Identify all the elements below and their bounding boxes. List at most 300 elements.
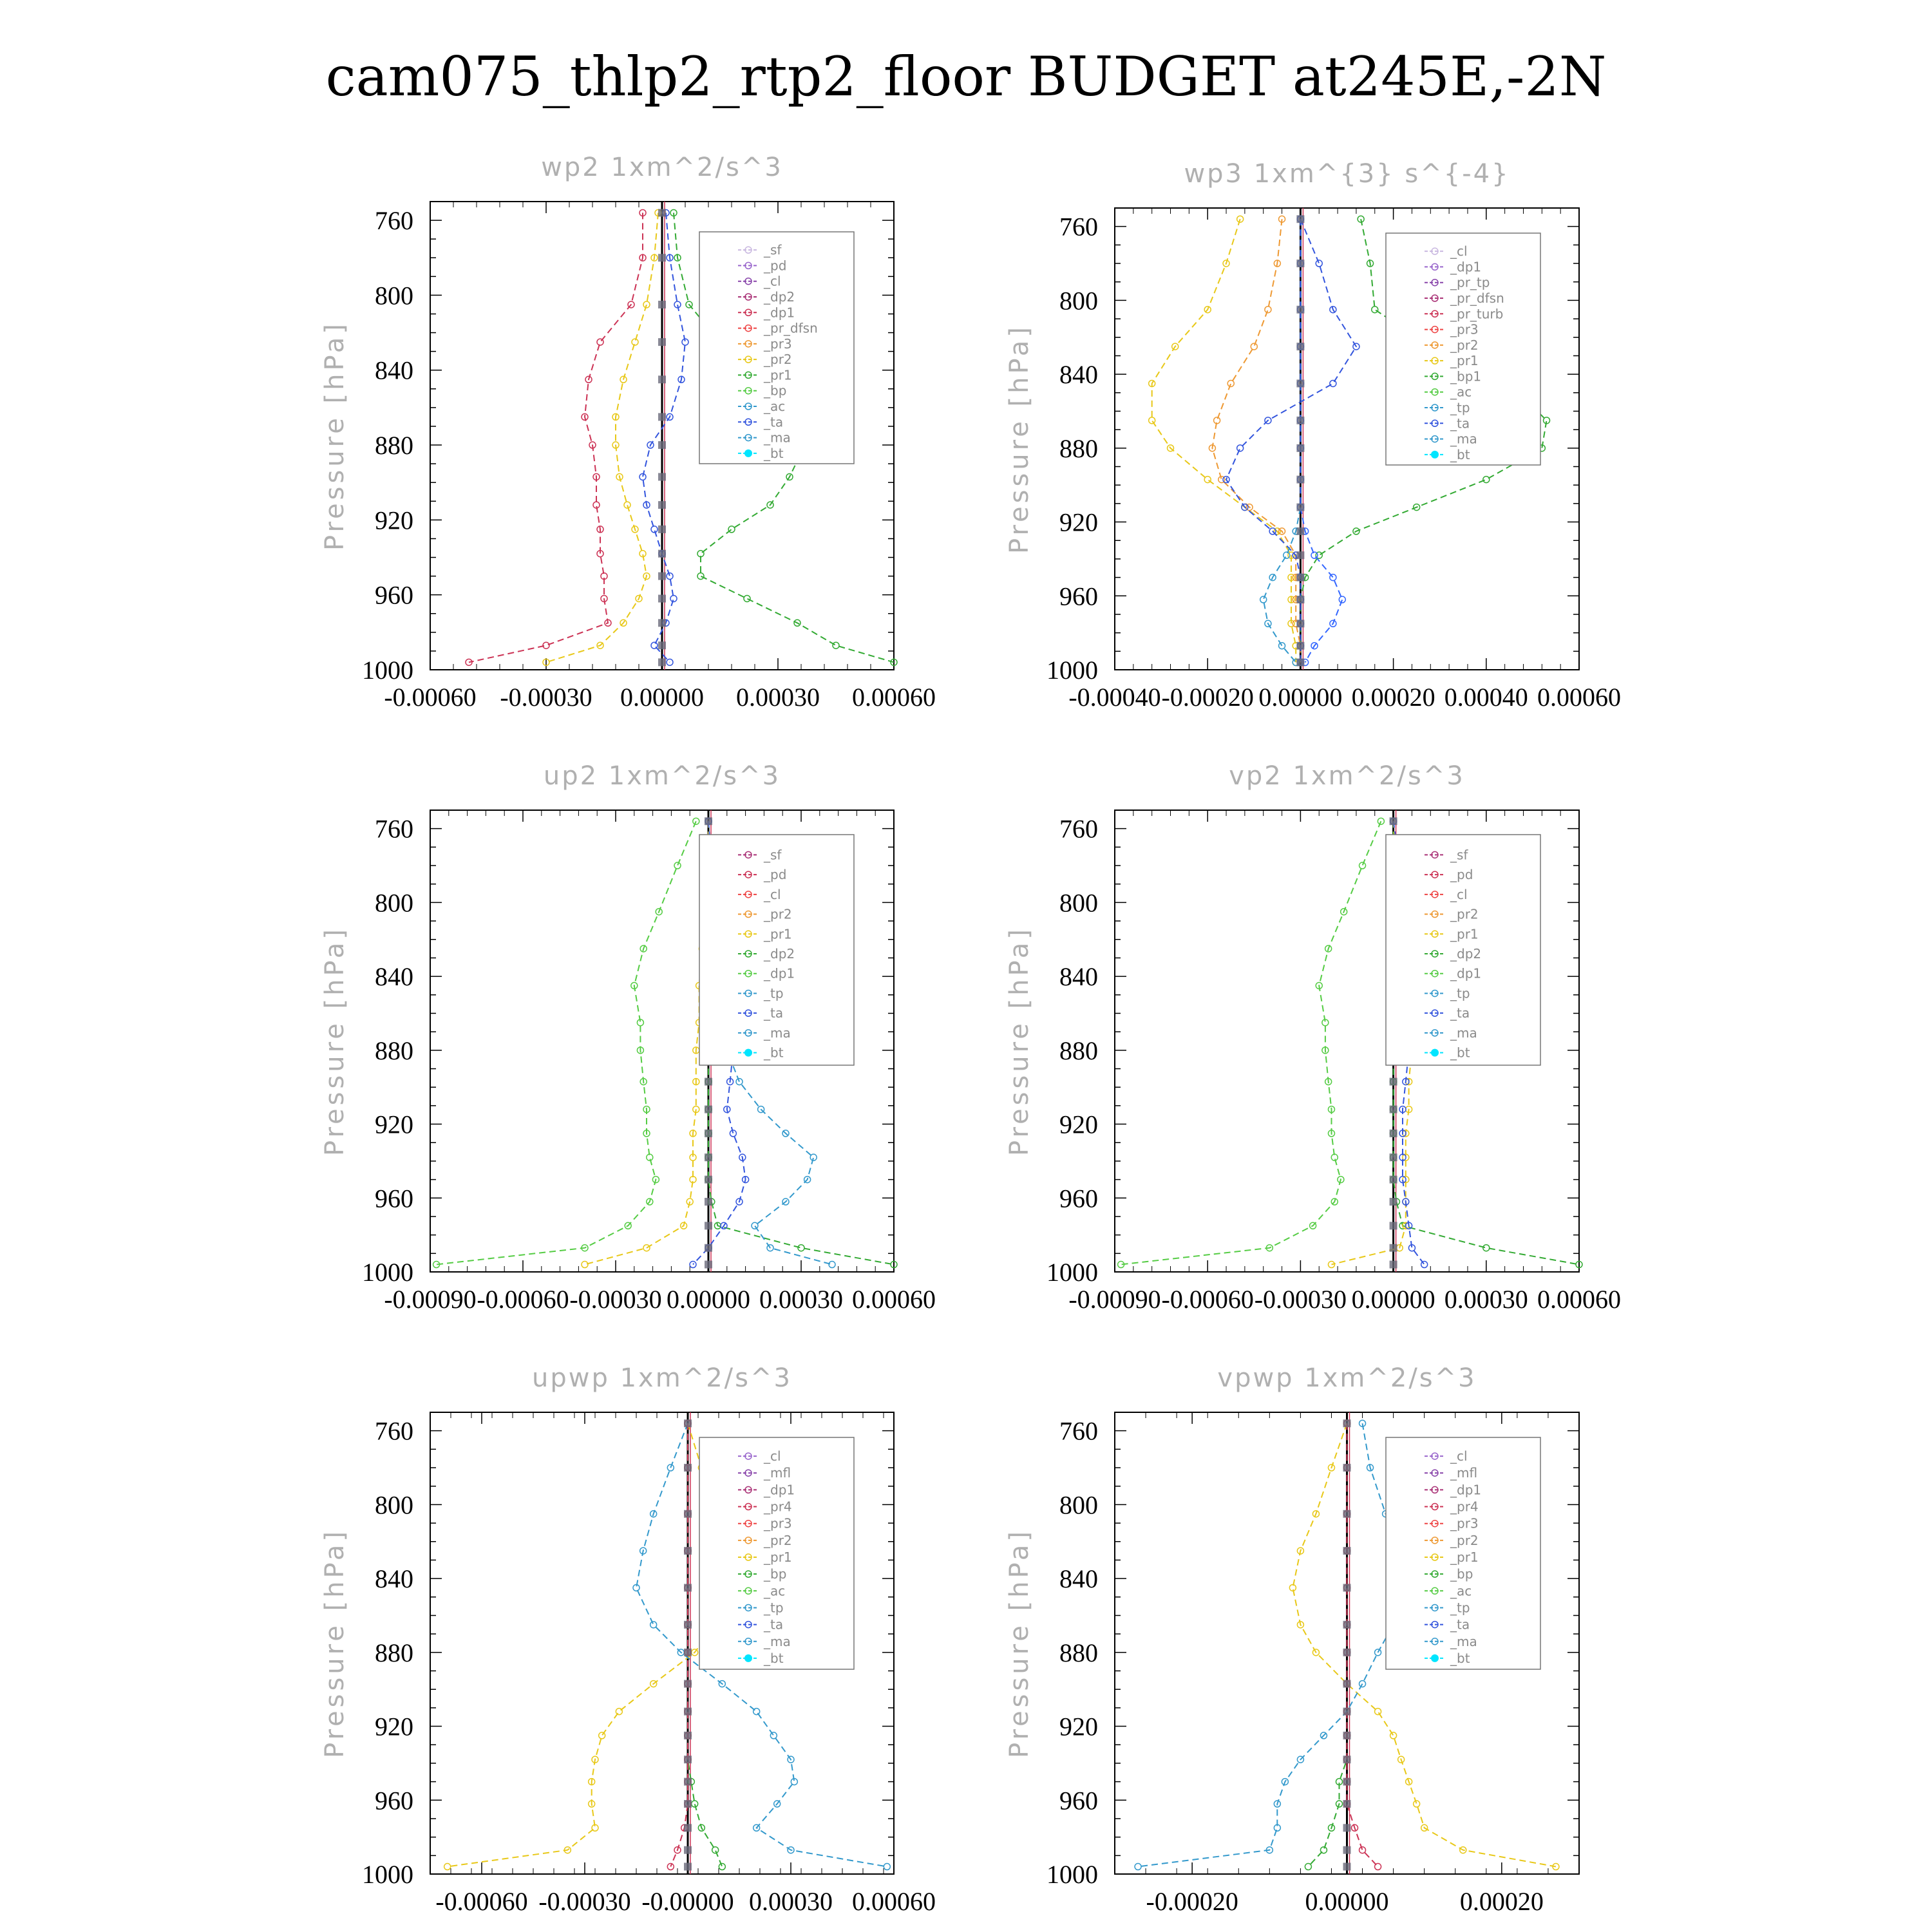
x-tick-label: -0.00060 xyxy=(435,1887,528,1916)
y-tick-label: 760 xyxy=(1059,1416,1098,1446)
x-tick-label: 0.00060 xyxy=(1537,683,1621,712)
legend-label: _ac xyxy=(1450,384,1472,400)
y-tick-label: 800 xyxy=(1059,286,1098,316)
series-point xyxy=(1260,596,1267,603)
series-point xyxy=(1316,260,1322,267)
x-tick-label: 0.00020 xyxy=(1351,683,1435,712)
zero-marker xyxy=(1390,1176,1397,1184)
series-point xyxy=(744,595,750,601)
series-point xyxy=(1414,1801,1420,1807)
legend-label: _pr4 xyxy=(764,1499,792,1515)
zero-marker xyxy=(658,338,666,346)
series-line-pr1 xyxy=(1152,219,1296,662)
page-title: cam075_thlp2_rtp2_floor BUDGET at245E,-2N xyxy=(325,45,1607,108)
legend-label: _pd xyxy=(1450,867,1473,883)
y-tick-label: 1000 xyxy=(1046,1860,1098,1889)
zero-marker xyxy=(1296,417,1304,424)
zero-marker xyxy=(1296,504,1304,511)
series-point xyxy=(1390,1732,1397,1739)
series-point xyxy=(1375,1864,1381,1870)
zero-marker xyxy=(1296,596,1304,603)
series-point xyxy=(651,526,658,533)
x-tick-label: -0.00020 xyxy=(1146,1887,1238,1916)
series-line-ta xyxy=(1226,219,1356,662)
series-point xyxy=(599,1732,605,1739)
zero-marker xyxy=(658,658,666,666)
y-tick-label: 920 xyxy=(375,506,413,535)
y-tick-label: 920 xyxy=(1059,507,1098,537)
series-point xyxy=(1149,417,1155,424)
y-tick-label: 760 xyxy=(375,206,413,236)
legend-label: _ta xyxy=(1450,1616,1470,1633)
y-tick-label: 1000 xyxy=(1046,1258,1098,1287)
x-tick-label: -0.00060 xyxy=(477,1285,569,1314)
y-tick-label: 960 xyxy=(1059,582,1098,611)
legend-label: _cl xyxy=(1450,1448,1468,1464)
legend-label: _ta xyxy=(1450,415,1470,431)
zero-marker xyxy=(658,619,666,627)
y-tick-label: 840 xyxy=(375,355,413,385)
legend-marker xyxy=(1431,1654,1439,1662)
zero-marker xyxy=(1296,215,1304,223)
legend-marker xyxy=(1431,451,1439,459)
y-tick-label: 880 xyxy=(1059,1036,1098,1065)
chart-panel-4 xyxy=(1005,761,1621,1314)
legend-label: _pr3 xyxy=(1450,321,1479,337)
y-tick-label: 1000 xyxy=(362,1258,413,1287)
series-point xyxy=(690,1262,696,1268)
zero-marker xyxy=(1343,1584,1351,1591)
legend-label: _bp xyxy=(764,1566,787,1582)
zero-marker xyxy=(1296,379,1304,387)
zero-marker xyxy=(684,1621,692,1629)
y-tick-label: 880 xyxy=(375,1036,413,1065)
zero-marker xyxy=(658,573,666,580)
legend-label: _bt xyxy=(1450,1650,1470,1666)
y-tick-label: 920 xyxy=(375,1110,413,1139)
x-tick-label: 0.00000 xyxy=(1258,683,1343,712)
series-line-tp xyxy=(1138,1423,1409,1866)
panel-title: vp2 1xm^2/s^3 xyxy=(1229,761,1465,791)
series-point xyxy=(444,1864,451,1870)
y-tick-label: 960 xyxy=(1059,1786,1098,1815)
x-tick-label: -0.00020 xyxy=(1161,683,1254,712)
series-line-dp1 xyxy=(437,821,696,1264)
y-tick-label: 800 xyxy=(1059,888,1098,918)
legend-label: _cl xyxy=(1450,243,1468,260)
legend-label: _pr_dfsn xyxy=(764,320,818,336)
zero-marker xyxy=(658,375,666,383)
legend-label: _ac xyxy=(1450,1583,1472,1599)
y-tick-label: 840 xyxy=(375,1564,413,1594)
y-tick-label: 760 xyxy=(375,814,413,844)
chart-panel-5 xyxy=(320,1363,936,1916)
zero-marker xyxy=(1343,1419,1351,1427)
series-point xyxy=(697,573,704,580)
legend-label: _dp1 xyxy=(1450,1482,1482,1498)
y-tick-label: 800 xyxy=(375,888,413,918)
series-point xyxy=(632,339,638,345)
zero-marker xyxy=(705,1130,712,1137)
series-point xyxy=(670,595,677,601)
zero-marker xyxy=(1296,527,1304,535)
legend-label: _pr3 xyxy=(1450,1515,1479,1531)
x-tick-label: 0.00060 xyxy=(852,1285,936,1314)
zero-marker xyxy=(705,1198,712,1206)
y-axis-label: Pressure [hPa] xyxy=(1005,1528,1034,1758)
zero-marker xyxy=(1296,642,1304,650)
legend-label: _pr2 xyxy=(764,352,792,368)
zero-marker xyxy=(658,550,666,558)
series-point xyxy=(1251,343,1257,350)
series-point xyxy=(674,862,681,869)
y-tick-label: 840 xyxy=(1059,1564,1098,1594)
x-tick-label: -0.00030 xyxy=(538,1887,631,1916)
x-tick-label: -0.00030 xyxy=(500,683,592,712)
zero-marker xyxy=(658,209,666,216)
legend-label: _bp1 xyxy=(1450,368,1482,384)
x-tick-label: 0.00000 xyxy=(1305,1887,1389,1916)
series-point xyxy=(833,642,839,649)
legend-label: _pr2 xyxy=(764,1532,792,1548)
series-point xyxy=(753,1709,760,1715)
y-axis-label: Pressure [hPa] xyxy=(320,321,350,551)
legend-label: _mfl xyxy=(764,1465,791,1481)
y-tick-label: 880 xyxy=(1059,433,1098,463)
series-point xyxy=(1483,477,1490,483)
legend-label: _cl xyxy=(764,273,781,289)
legend-label: _cl xyxy=(1450,886,1468,902)
x-tick-label: -0.00090 xyxy=(384,1285,477,1314)
series-point xyxy=(1265,307,1271,313)
y-tick-label: 880 xyxy=(375,431,413,460)
legend-label: _pr4 xyxy=(1450,1499,1479,1515)
zero-marker xyxy=(658,594,666,602)
y-tick-label: 1000 xyxy=(1046,656,1098,685)
zero-marker xyxy=(684,1846,692,1854)
series-point xyxy=(1421,1262,1428,1268)
y-tick-label: 1000 xyxy=(362,656,413,685)
panel-title: vpwp 1xm^2/s^3 xyxy=(1217,1363,1477,1393)
legend-label: _pr1 xyxy=(1450,1549,1479,1565)
zero-marker xyxy=(1296,620,1304,627)
x-tick-label: 0.00040 xyxy=(1444,683,1528,712)
y-tick-label: 800 xyxy=(1059,1490,1098,1520)
y-axis-label: Pressure [hPa] xyxy=(320,926,350,1156)
y-tick-label: 760 xyxy=(1059,212,1098,242)
series-point xyxy=(1339,596,1345,603)
zero-marker xyxy=(1343,1464,1351,1472)
panel-title: upwp 1xm^2/s^3 xyxy=(532,1363,792,1393)
y-tick-label: 920 xyxy=(375,1712,413,1741)
series-point xyxy=(624,502,630,508)
legend-label: _pr1 xyxy=(764,926,792,942)
legend-label: _ma xyxy=(764,1633,791,1649)
x-tick-label: 0.00030 xyxy=(736,683,820,712)
legend-label: _dp1 xyxy=(764,965,795,981)
y-tick-label: 920 xyxy=(1059,1712,1098,1741)
zero-marker xyxy=(1296,306,1304,314)
x-tick-label: 0.00030 xyxy=(1444,1285,1528,1314)
zero-marker xyxy=(658,473,666,480)
zero-marker xyxy=(684,1824,692,1832)
zero-marker xyxy=(684,1756,692,1763)
legend-label: _sf xyxy=(764,847,782,863)
legend-label: _dp1 xyxy=(1450,259,1482,275)
legend-label: _sf xyxy=(1450,847,1468,863)
zero-marker xyxy=(705,1222,712,1229)
legend-label: _dp1 xyxy=(764,305,795,321)
zero-marker xyxy=(658,641,666,649)
zero-marker xyxy=(684,1708,692,1716)
x-tick-label: 0.00060 xyxy=(852,1887,936,1916)
zero-marker xyxy=(684,1863,692,1871)
zero-marker xyxy=(684,1732,692,1739)
legend-label: _dp2 xyxy=(764,289,795,305)
zero-marker xyxy=(1296,574,1304,582)
legend-label: _pr2 xyxy=(1450,906,1479,922)
series-line-pr1 xyxy=(448,1423,726,1866)
legend-label: _cl xyxy=(764,1448,781,1464)
legend-label: _bt xyxy=(764,1650,784,1666)
legend-label: _bt xyxy=(764,1045,784,1061)
chart-panel-6 xyxy=(1005,1363,1579,1916)
series-point xyxy=(651,642,658,649)
x-tick-label: 0.00000 xyxy=(667,1285,750,1314)
legend-label: _tp xyxy=(764,985,784,1001)
legend-marker xyxy=(744,1654,752,1662)
legend-label: _ma xyxy=(1450,431,1477,447)
y-tick-label: 760 xyxy=(375,1416,413,1446)
legend-label: _ta xyxy=(764,414,784,430)
x-tick-label: -0.00060 xyxy=(384,683,477,712)
legend-marker xyxy=(1431,1049,1439,1057)
series-point xyxy=(1359,1847,1366,1853)
series-point xyxy=(667,1864,674,1870)
zero-marker xyxy=(1343,1778,1351,1786)
legend-label: _ac xyxy=(764,399,786,414)
y-tick-label: 840 xyxy=(1059,360,1098,390)
series-point xyxy=(719,1864,725,1870)
legend-label: _ta xyxy=(764,1005,784,1021)
zero-marker xyxy=(705,1244,712,1252)
zero-marker xyxy=(684,1547,692,1555)
legend-label: _pr2 xyxy=(764,906,792,922)
legend-label: _dp1 xyxy=(764,1482,795,1498)
legend-label: _tp xyxy=(1450,400,1470,415)
legend-label: _mfl xyxy=(1450,1465,1478,1481)
series-point xyxy=(616,1709,622,1715)
x-tick-label: 0.00060 xyxy=(852,683,936,712)
zero-marker xyxy=(1390,1153,1397,1161)
y-tick-label: 840 xyxy=(375,962,413,992)
series-line-pr2 xyxy=(1212,219,1300,662)
zero-marker xyxy=(705,1176,712,1184)
zero-marker xyxy=(658,526,666,533)
zero-marker xyxy=(1390,817,1397,825)
zero-marker xyxy=(1343,1824,1351,1832)
x-tick-label: 0.00020 xyxy=(1459,1887,1544,1916)
zero-marker xyxy=(1390,1244,1397,1252)
series-point xyxy=(1283,552,1290,558)
x-tick-label: -0.00030 xyxy=(569,1285,662,1314)
series-line-pr1 xyxy=(585,821,708,1264)
zero-marker xyxy=(1343,1510,1351,1518)
legend-label: _pr1 xyxy=(764,1549,792,1565)
legend-label: _pd xyxy=(764,258,787,274)
x-tick-label: -0.00060 xyxy=(1161,1285,1254,1314)
legend-label: _ma xyxy=(764,1025,791,1041)
series-point xyxy=(1320,1847,1327,1853)
zero-marker xyxy=(1390,1106,1397,1113)
zero-marker xyxy=(1296,343,1304,350)
panels-group xyxy=(320,153,1621,1916)
y-tick-label: 960 xyxy=(375,580,413,610)
x-tick-label: 0.00000 xyxy=(1351,1285,1435,1314)
chart-panel-2 xyxy=(1005,159,1621,712)
panel-title: wp3 1xm^{3} s^{-4} xyxy=(1184,159,1510,189)
legend-label: _pr1 xyxy=(1450,353,1479,369)
y-tick-label: 800 xyxy=(375,281,413,310)
zero-marker xyxy=(1343,1621,1351,1629)
zero-marker xyxy=(705,817,712,825)
legend-label: _dp2 xyxy=(764,946,795,961)
chart-panel-3 xyxy=(320,761,936,1314)
legend-label: _dp1 xyxy=(1450,965,1482,981)
series-point xyxy=(1204,477,1211,483)
legend-label: _tp xyxy=(764,1600,784,1616)
legend-label: _tp xyxy=(1450,1600,1470,1616)
zero-marker xyxy=(1343,1547,1351,1555)
zero-marker xyxy=(658,301,666,308)
series-point xyxy=(1375,1709,1381,1715)
legend-marker xyxy=(744,450,752,457)
series-point xyxy=(770,1732,777,1739)
zero-marker xyxy=(705,1261,712,1269)
zero-marker xyxy=(1390,1222,1397,1229)
zero-marker xyxy=(1390,1130,1397,1137)
zero-marker xyxy=(1343,1708,1351,1716)
y-tick-label: 920 xyxy=(1059,1110,1098,1139)
series-point xyxy=(1305,1864,1311,1870)
y-axis-label: Pressure [hPa] xyxy=(1005,926,1034,1156)
series-point xyxy=(728,526,735,533)
y-axis-label: Pressure [hPa] xyxy=(320,1528,350,1758)
zero-marker xyxy=(1343,1732,1351,1739)
legend-label: _pd xyxy=(764,867,787,883)
legend-label: _ta xyxy=(764,1616,784,1633)
series-point xyxy=(643,301,650,308)
legend-label: _ac xyxy=(764,1583,786,1599)
series-line-dp1 xyxy=(1347,1423,1378,1866)
zero-marker xyxy=(1296,444,1304,452)
zero-marker xyxy=(705,1153,712,1161)
series-line-tp xyxy=(1300,219,1342,662)
series-point xyxy=(1359,862,1366,869)
legend-label: _sf xyxy=(764,242,782,258)
zero-marker xyxy=(684,1464,692,1472)
zero-marker xyxy=(1343,1756,1351,1763)
series-point xyxy=(1311,552,1318,558)
series-line-ma xyxy=(1264,219,1301,662)
series-point xyxy=(1135,1864,1141,1870)
zero-marker xyxy=(1390,1261,1397,1269)
legend-label: _bt xyxy=(1450,446,1470,462)
zero-marker xyxy=(684,1649,692,1656)
legend-label: _pr1 xyxy=(1450,926,1479,942)
zero-marker xyxy=(1296,260,1304,267)
zero-marker xyxy=(1296,659,1304,667)
legend-label: _pr1 xyxy=(764,367,792,383)
zero-marker xyxy=(658,501,666,509)
zero-marker xyxy=(658,413,666,421)
zero-marker xyxy=(1343,1680,1351,1688)
legend-label: _ma xyxy=(764,430,791,446)
series-point xyxy=(712,1847,719,1853)
series-line-dp2 xyxy=(469,213,643,662)
zero-marker xyxy=(1390,1078,1397,1086)
zero-marker xyxy=(1296,551,1304,559)
legend-label: _bp xyxy=(764,383,787,399)
series-line-pr2 xyxy=(546,213,658,662)
series-point xyxy=(667,573,673,580)
x-tick-label: -0.00090 xyxy=(1068,1285,1161,1314)
zero-marker xyxy=(705,1106,712,1113)
series-point xyxy=(1330,574,1336,581)
zero-marker xyxy=(1390,1198,1397,1206)
zero-marker xyxy=(1343,1863,1351,1871)
x-tick-label: 0.00030 xyxy=(749,1887,833,1916)
legend-label: _pr2 xyxy=(1450,337,1479,353)
legend-label: _bt xyxy=(764,445,784,461)
legend-label: _ta xyxy=(1450,1005,1470,1021)
y-tick-label: 880 xyxy=(1059,1638,1098,1667)
series-point xyxy=(650,1622,657,1628)
y-tick-label: 840 xyxy=(1059,962,1098,992)
series-point xyxy=(1227,380,1234,386)
y-axis-label: Pressure [hPa] xyxy=(1005,324,1034,554)
series-point xyxy=(597,339,603,345)
chart-panel-1 xyxy=(320,153,936,712)
zero-marker xyxy=(1296,476,1304,484)
zero-marker xyxy=(1343,1846,1351,1854)
legend-label: _pr_tp xyxy=(1450,274,1490,290)
y-tick-label: 960 xyxy=(375,1184,413,1213)
zero-marker xyxy=(684,1800,692,1808)
x-tick-label: -0.00000 xyxy=(641,1887,734,1916)
series-line-bp xyxy=(1308,1423,1347,1866)
zero-marker xyxy=(684,1584,692,1591)
legend-label: _cl xyxy=(764,886,781,902)
zero-marker xyxy=(658,441,666,449)
series-point xyxy=(1330,380,1336,386)
zero-marker xyxy=(705,1078,712,1086)
series-point xyxy=(884,1864,890,1870)
zero-marker xyxy=(1343,1649,1351,1656)
legend-label: _tp xyxy=(1450,985,1470,1001)
series-point xyxy=(752,1222,758,1229)
zero-marker xyxy=(684,1680,692,1688)
panel-title: wp2 1xm^2/s^3 xyxy=(541,153,783,182)
x-tick-label: -0.00030 xyxy=(1254,1285,1347,1314)
series-line-dp1 xyxy=(1121,821,1381,1264)
y-tick-label: 880 xyxy=(375,1638,413,1667)
legend-label: _pr2 xyxy=(1450,1532,1479,1548)
series-point xyxy=(1372,307,1378,313)
legend-label: _pr_dfsn xyxy=(1450,290,1504,306)
legend-label: _bp xyxy=(1450,1566,1473,1582)
x-tick-label: 0.00030 xyxy=(759,1285,843,1314)
